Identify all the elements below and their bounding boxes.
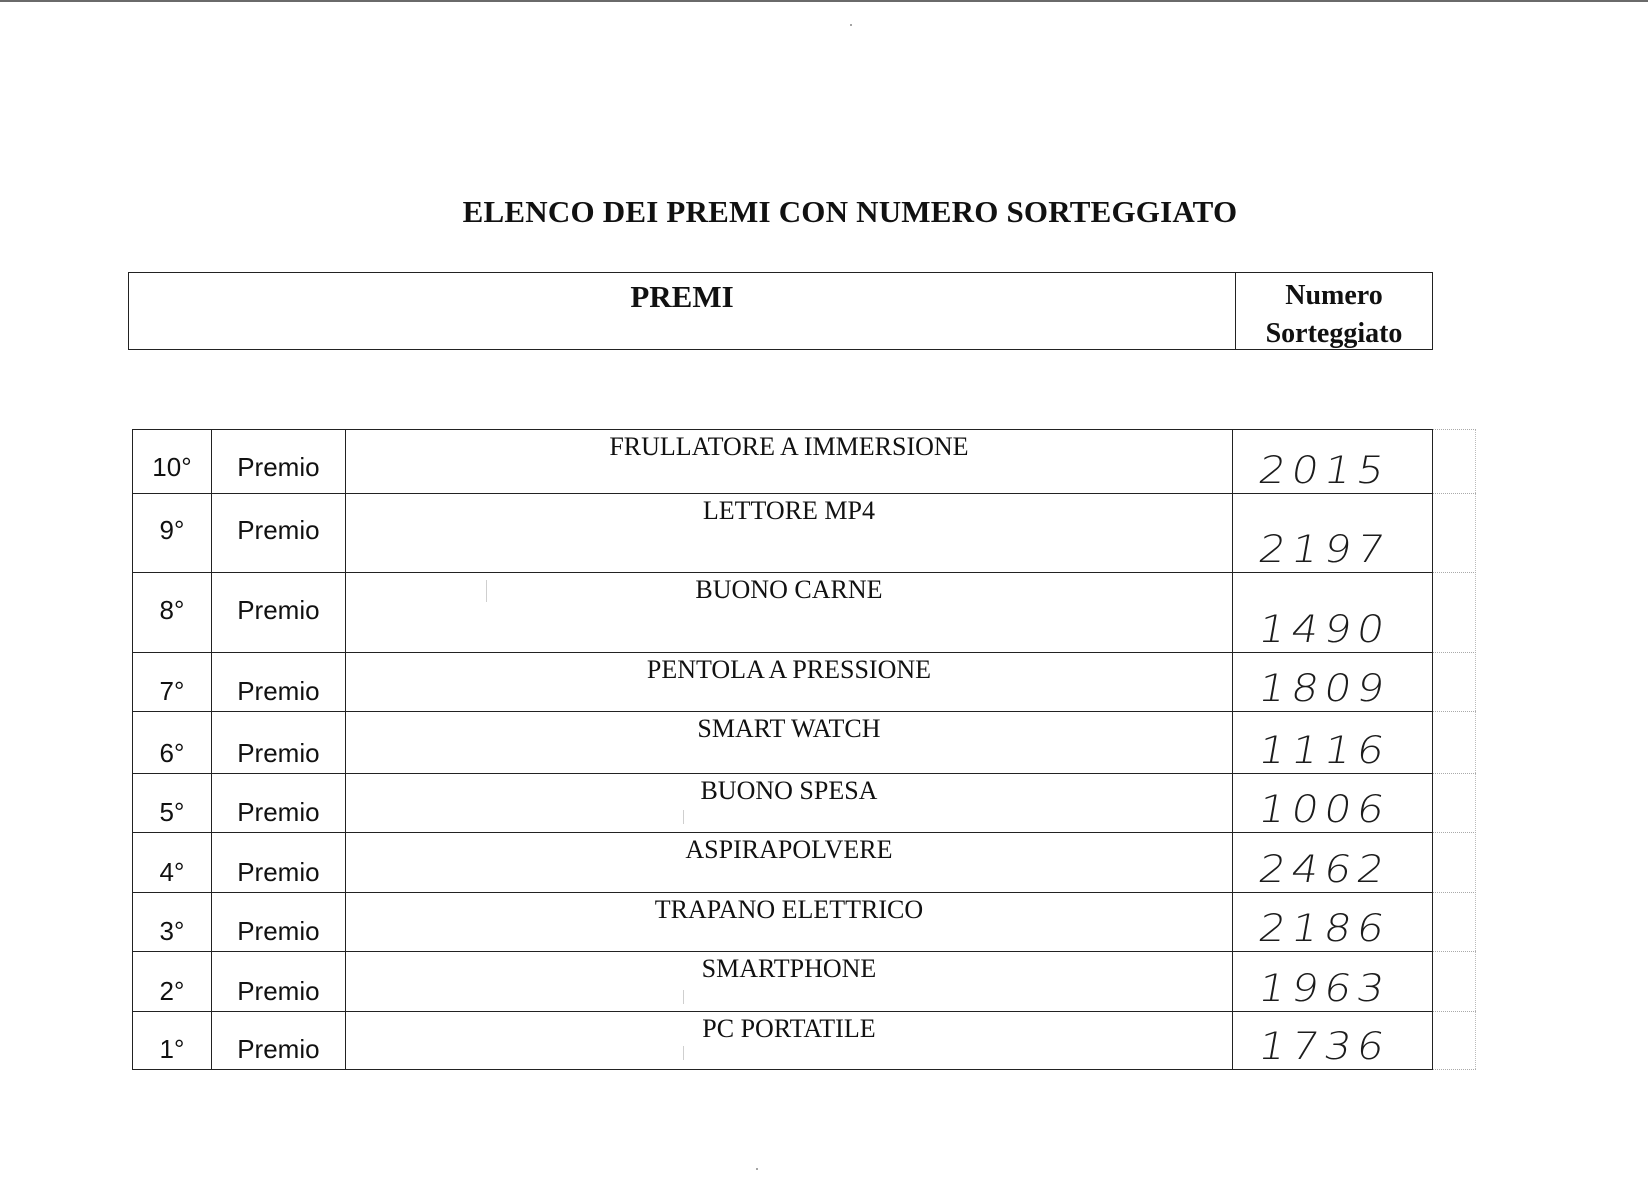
scan-dotted-line (1433, 572, 1476, 573)
drawn-number: 2197 (1255, 527, 1394, 572)
scan-dotted-line (1433, 493, 1476, 494)
prize-name: SMARTPHONE (345, 952, 1232, 1012)
prize-label: Premio (211, 430, 345, 494)
table-row (133, 893, 1433, 952)
drawn-number: 2015 (1255, 448, 1394, 493)
prize-name: PC PORTATILE (345, 1012, 1232, 1070)
scan-border-top (0, 0, 1648, 2)
drawn-number-cell (1233, 774, 1433, 833)
drawn-number: 2186 (1255, 906, 1394, 951)
scan-dotted-line (1433, 1011, 1476, 1012)
scan-dotted-line (1433, 711, 1476, 712)
prize-label: Premio (211, 653, 345, 712)
header-number-label-line1: Numero (1285, 280, 1383, 311)
scan-speck (850, 24, 852, 26)
drawn-number: 1736 (1255, 1024, 1394, 1069)
drawn-number-cell (1233, 1012, 1433, 1070)
prize-name: TRAPANO ELETTRICO (345, 893, 1232, 952)
table-row (133, 494, 1433, 573)
header-table (128, 272, 1433, 350)
drawn-number: 2462 (1255, 847, 1394, 892)
drawn-number-cell (1233, 573, 1433, 653)
drawn-number-cell (1233, 430, 1433, 494)
scan-dotted-line (1433, 951, 1476, 952)
scan-speck (756, 1168, 758, 1170)
drawn-number: 1809 (1255, 666, 1394, 711)
scan-dotted-line (1433, 832, 1476, 833)
prize-name: ASPIRAPOLVERE (345, 833, 1232, 893)
scan-dotted-line (1433, 1069, 1476, 1070)
drawn-number-cell (1233, 494, 1433, 573)
header-number-label-line2: Sorteggiato (1265, 318, 1403, 349)
prize-label: Premio (211, 893, 345, 952)
table-row (133, 653, 1433, 712)
table-row (133, 430, 1433, 494)
header-prizes-label: PREMI (630, 279, 734, 314)
prize-name: SMART WATCH (345, 712, 1232, 774)
scan-artifact (683, 990, 684, 1004)
prize-name: LETTORE MP4 (345, 494, 1232, 573)
table-row (133, 952, 1433, 1012)
drawn-number: 1490 (1255, 607, 1394, 652)
scan-dotted-line (1433, 892, 1476, 893)
prize-label: Premio (211, 573, 345, 653)
prize-rank: 1° (133, 1012, 212, 1070)
table-row (133, 1012, 1433, 1070)
prize-name: BUONO CARNE (345, 573, 1232, 653)
scan-artifact (683, 810, 684, 824)
scan-dotted-line (1433, 773, 1476, 774)
table-row (133, 712, 1433, 774)
prize-rank: 9° (133, 494, 212, 573)
prize-rank: 8° (133, 573, 212, 653)
scan-artifact (486, 580, 487, 602)
prize-name: PENTOLA A PRESSIONE (345, 653, 1232, 712)
prize-label: Premio (211, 833, 345, 893)
prize-rank: 3° (133, 893, 212, 952)
scan-dotted-border (1475, 429, 1476, 1069)
prize-rank: 5° (133, 774, 212, 833)
prize-label: Premio (211, 774, 345, 833)
header-prizes-cell (129, 273, 1236, 349)
prize-table (132, 429, 1433, 1070)
prize-label: Premio (211, 1012, 345, 1070)
prize-name: FRULLATORE A IMMERSIONE (345, 430, 1232, 494)
table-row (133, 774, 1433, 833)
drawn-number: 1963 (1255, 966, 1394, 1011)
table-row (133, 833, 1433, 893)
table-row (133, 573, 1433, 653)
prize-label: Premio (211, 494, 345, 573)
drawn-number: 1116 (1255, 728, 1394, 773)
prize-rank: 4° (133, 833, 212, 893)
drawn-number-cell (1233, 653, 1433, 712)
prize-label: Premio (211, 712, 345, 774)
drawn-number-cell (1233, 952, 1433, 1012)
drawn-number-cell (1233, 893, 1433, 952)
scan-artifact (683, 1046, 684, 1060)
prize-rank: 2° (133, 952, 212, 1012)
drawn-number-cell (1233, 712, 1433, 774)
scan-dotted-line (1433, 429, 1476, 430)
prize-rank: 10° (133, 430, 212, 494)
document-title: ELENCO DEI PREMI CON NUMERO SORTEGGIATO (462, 194, 1238, 229)
scan-dotted-line (1433, 652, 1476, 653)
prize-rank: 7° (133, 653, 212, 712)
drawn-number-cell (1233, 833, 1433, 893)
prize-rank: 6° (133, 712, 212, 774)
prize-label: Premio (211, 952, 345, 1012)
drawn-number: 1006 (1255, 787, 1394, 832)
header-number-cell (1236, 273, 1432, 349)
prize-name: BUONO SPESA (345, 774, 1232, 833)
